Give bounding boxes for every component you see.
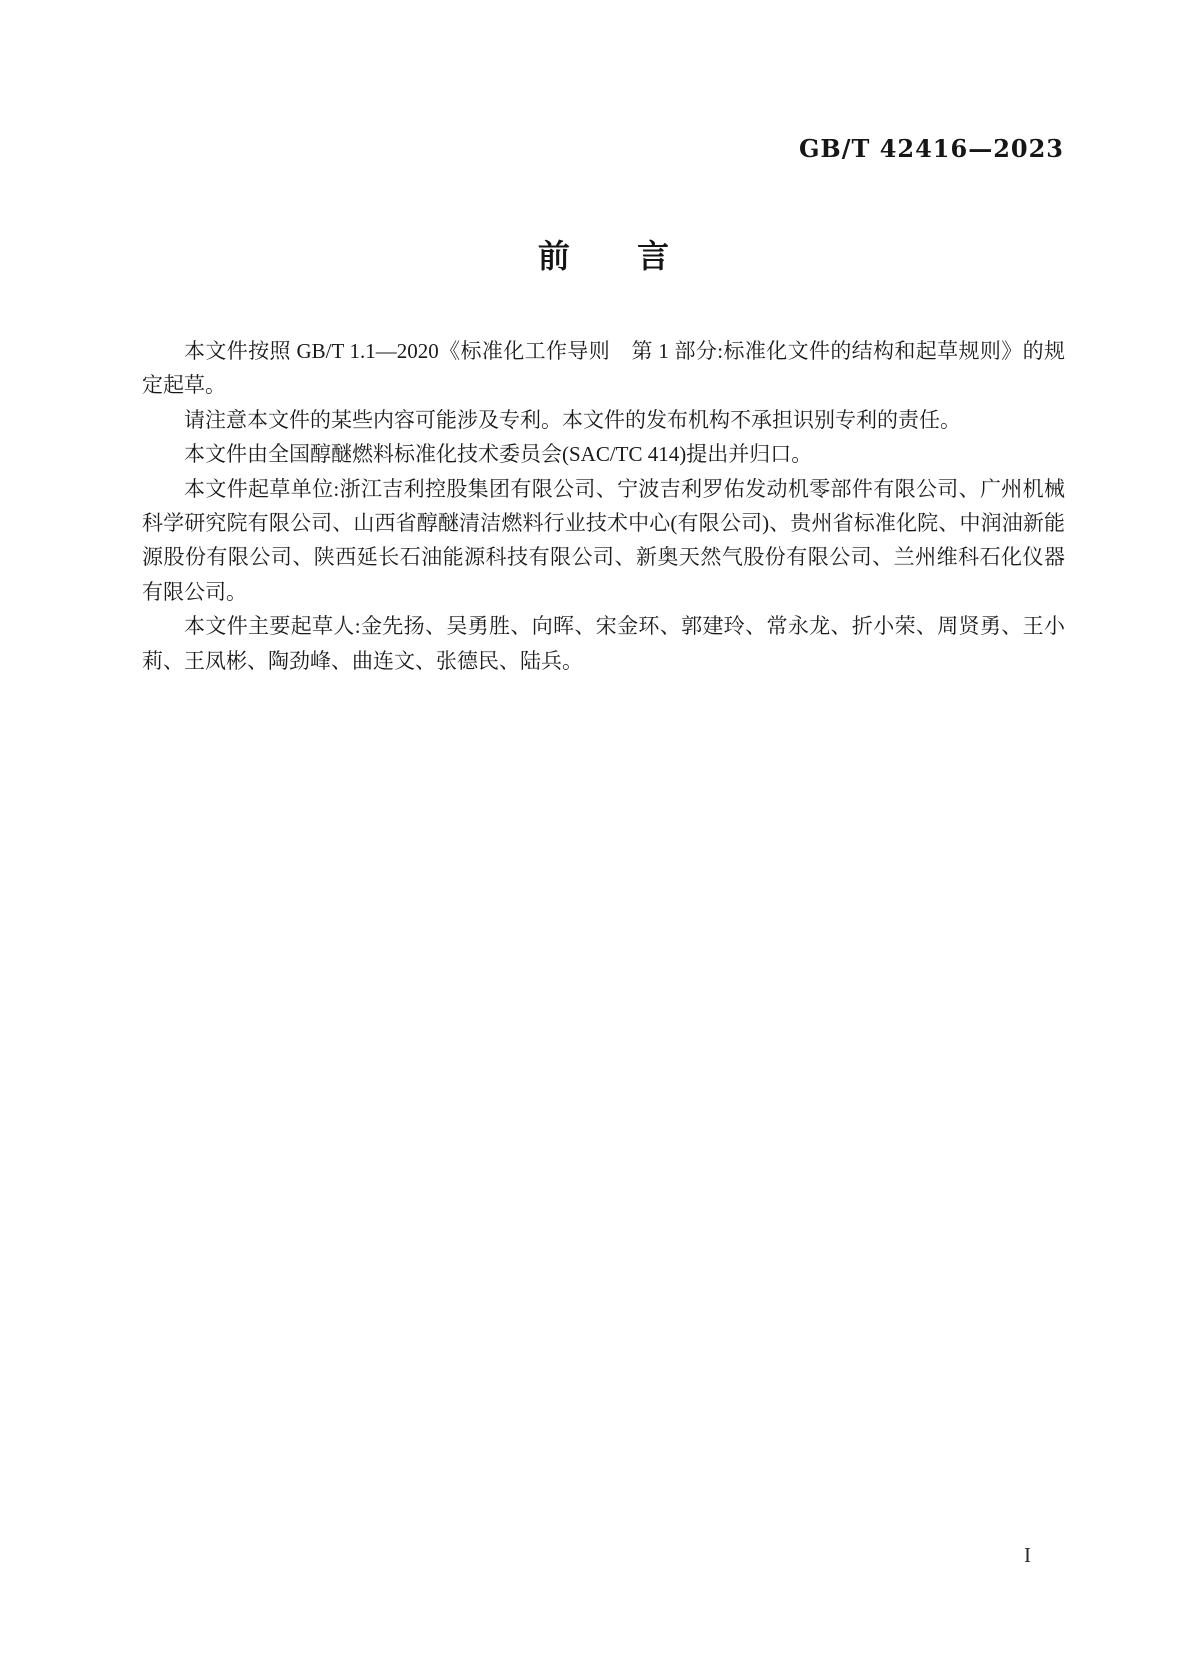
paragraph: 请注意本文件的某些内容可能涉及专利。本文件的发布机构不承担识别专利的责任。: [184, 407, 961, 432]
foreword-title: [142, 231, 1065, 277]
paragraph: 本文件主要起草人:金先扬、吴勇胜、向晖、宋金环、郭建玲、常永龙、折小荣、周贤勇、王小莉、王凤彬、陶劲峰、曲连文、张德民、陆兵。: [142, 614, 1065, 673]
foreword-title-text: 前言: [537, 238, 737, 274]
paragraph: 本文件按照 GB/T 1.1—2020《标准化工作导则 第 1 部分:标准化文件的结构和起草规则》的规定起草。: [142, 339, 1065, 398]
standard-code-header: GB/T 42416—2023: [798, 134, 1064, 163]
page-number: I: [1024, 1543, 1031, 1567]
paragraph: 本文件由全国醇醚燃料标准化技术委员会(SAC/TC 414)提出并归口。: [184, 442, 813, 467]
foreword-body: [142, 334, 1065, 678]
paragraph: 本文件起草单位:浙江吉利控股集团有限公司、宁波吉利罗佑发动机零部件有限公司、广州机械科学研究院有限公司、山西省醇醚清洁燃料行业技术中心(有限公司)、贵州省标准化院、中润油新能源股份有限公司、陕西延长石油能源科技有限公司、新奥天然气股份有限公司、兰州维科石化仪器有限公司。: [142, 476, 1065, 604]
